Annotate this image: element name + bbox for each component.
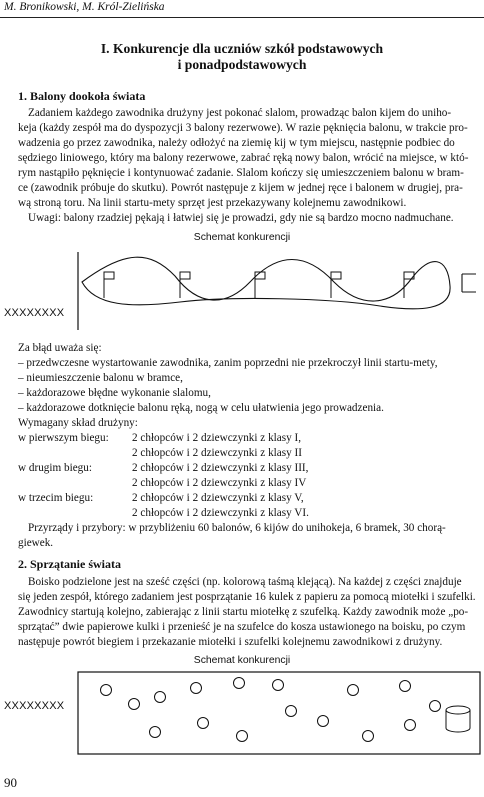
paper-ball — [237, 731, 248, 742]
run-value: 2 chłopców i 2 dziewczynki z klasy IV — [132, 477, 307, 489]
bin-icon — [446, 706, 470, 732]
goal-bracket — [462, 274, 476, 292]
errors-list — [18, 341, 438, 431]
paper-ball — [129, 699, 140, 710]
team-intro: Wymagany skład drużyny: — [18, 417, 138, 429]
paragraph-line: się jeden zespół, którego zadaniem jest posprzątanie 16 kulek z papieru za pomocą miotełki i szufelki. — [18, 591, 476, 603]
run-value: 2 chłopców i 2 dziewczynki z klasy III, — [132, 462, 309, 474]
paragraph-line: sędziego liniowego, który ma balony rezerwowe, zabrać ręką nowy balon, wrócić na miejsce, w któ- — [18, 152, 469, 164]
slalom-flag — [104, 272, 114, 298]
chapter-title — [0, 41, 484, 73]
page-number: 90 — [4, 775, 17, 790]
paper-ball — [273, 680, 284, 691]
paper-ball — [318, 716, 329, 727]
flag-poles — [104, 272, 414, 298]
schema-2-title: Schemat konkurencji — [193, 655, 291, 666]
paragraph-line: następuje powrót biegiem i przekazanie miotełki i szufelki kolejnemu zawodnikowi z drużyny. — [18, 636, 443, 648]
run-label: w drugim biegu: — [18, 462, 92, 474]
team-marker-2: XXXXXXXX — [4, 700, 65, 712]
run-value: 2 chłopców i 2 dziewczynki z klasy I, — [132, 432, 302, 444]
cleanup-diagram — [0, 670, 484, 760]
team-marker-1: XXXXXXXX — [4, 307, 65, 319]
error-item: – nieumieszczenie balonu w bramce, — [18, 372, 183, 384]
slalom-flag — [180, 272, 190, 298]
paragraph-line: Boisko podzielone jest na sześć części (np. kolorową taśmą klejącą). Na każdej z części znajduje — [28, 576, 462, 588]
paper-ball — [363, 731, 374, 742]
section-2-description — [18, 575, 476, 650]
error-item: – każdorazowe błędne wykonanie slalomu, — [18, 387, 211, 399]
note-line: Uwagi: balony rzadziej pękają i łatwiej się je prowadzi, gdy nie są bardzo mocno nadmuchane. — [28, 212, 454, 224]
equipment-paragraph — [18, 521, 468, 551]
section-2-heading: 2. Sprzątanie świata — [18, 557, 121, 571]
paragraph-line: sprzątać” dwie papierowe kulki i przenieść je na szufelce do kosza ustawionego na boisku, po czym — [18, 621, 466, 633]
paper-ball — [405, 720, 416, 731]
paper-ball — [150, 727, 161, 738]
paragraph-line: Zawodnicy startują kolejno, zabierając z linii startu miotełkę z szufelką. Każdy zawodnik może „po- — [18, 606, 469, 618]
schema-1-title: Schemat konkurencji — [193, 232, 291, 243]
paragraph-line: Przyrządy i przybory: w przybliżeniu 60 balonów, 6 kijów do unihokeja, 6 bramek, 30 chorą- — [28, 522, 446, 534]
section-1-description — [18, 106, 468, 226]
paragraph-line: keja (każdy zespół ma do dyspozycji 3 balony rezerwowe). W razie pęknięcia balonu, w trakcie pro- — [18, 122, 468, 134]
paragraph-line: wą stroną toru. Na linii startu-mety sprzęt jest przekazywany kolejnemu zawodnikowi. — [18, 197, 407, 209]
paragraph-line: Zadaniem każdego zawodnika drużyny jest pokonać slalom, prowadząc balon kijem do uniho- — [28, 107, 452, 119]
error-item: – przedwczesne wystartowanie zawodnika, zanim poprzedni nie przekroczył linii startu-mety, — [18, 357, 438, 369]
slalom-path — [82, 257, 450, 309]
slalom-flag — [404, 272, 414, 298]
paper-ball — [234, 678, 245, 689]
running-head-authors: M. Bronikowski, M. Król-Zielińska — [4, 1, 165, 13]
run-value: 2 chłopców i 2 dziewczynki z klasy V, — [132, 492, 304, 504]
paper-ball — [430, 701, 441, 712]
paper-ball — [400, 681, 411, 692]
chapter-title-line-1: I. Konkurencje dla uczniów szkół podstawowych — [100, 41, 384, 56]
errors-intro: Za błąd uważa się: — [18, 342, 102, 354]
paper-balls — [101, 678, 441, 742]
paragraph-line: rym nastąpiło pęknięcie i kontynuować zadanie. Slalom kończy się umieszczeniem balonu w bram- — [18, 167, 464, 179]
header-rule — [0, 17, 484, 18]
paper-ball — [155, 692, 166, 703]
slalom-diagram — [0, 246, 484, 330]
slalom-flag — [331, 272, 341, 298]
paragraph-line: ce (zawodnik próbuje do skutku). Powrót następuje z kijem w jednej ręce i balonem w drugiej, pra- — [18, 182, 463, 194]
paper-ball — [101, 685, 112, 696]
run-label: w pierwszym biegu: — [18, 432, 109, 444]
section-1-heading: 1. Balony dookoła świata — [18, 89, 146, 103]
run-value: 2 chłopców i 2 dziewczynki z klasy II — [132, 447, 302, 459]
error-item: – każdorazowe dotknięcie balonu ręką, nogą w celu ułatwienia jego prowadzenia. — [18, 402, 384, 414]
paragraph-line: giewek. — [18, 537, 54, 549]
paragraph-line: wadzenia go przez zawodnika, należy odłożyć na ziemię kij w tym miejscu, następnie podbiec do — [18, 137, 455, 149]
paper-ball — [348, 685, 359, 696]
paper-ball — [191, 683, 202, 694]
run-label: w trzecim biegu: — [18, 492, 94, 504]
run-value: 2 chłopców i 2 dziewczynki z klasy VI. — [132, 507, 309, 519]
paper-ball — [198, 718, 209, 729]
chapter-title-line-2: i ponadpodstawowych — [177, 57, 307, 72]
paper-ball — [286, 706, 297, 717]
